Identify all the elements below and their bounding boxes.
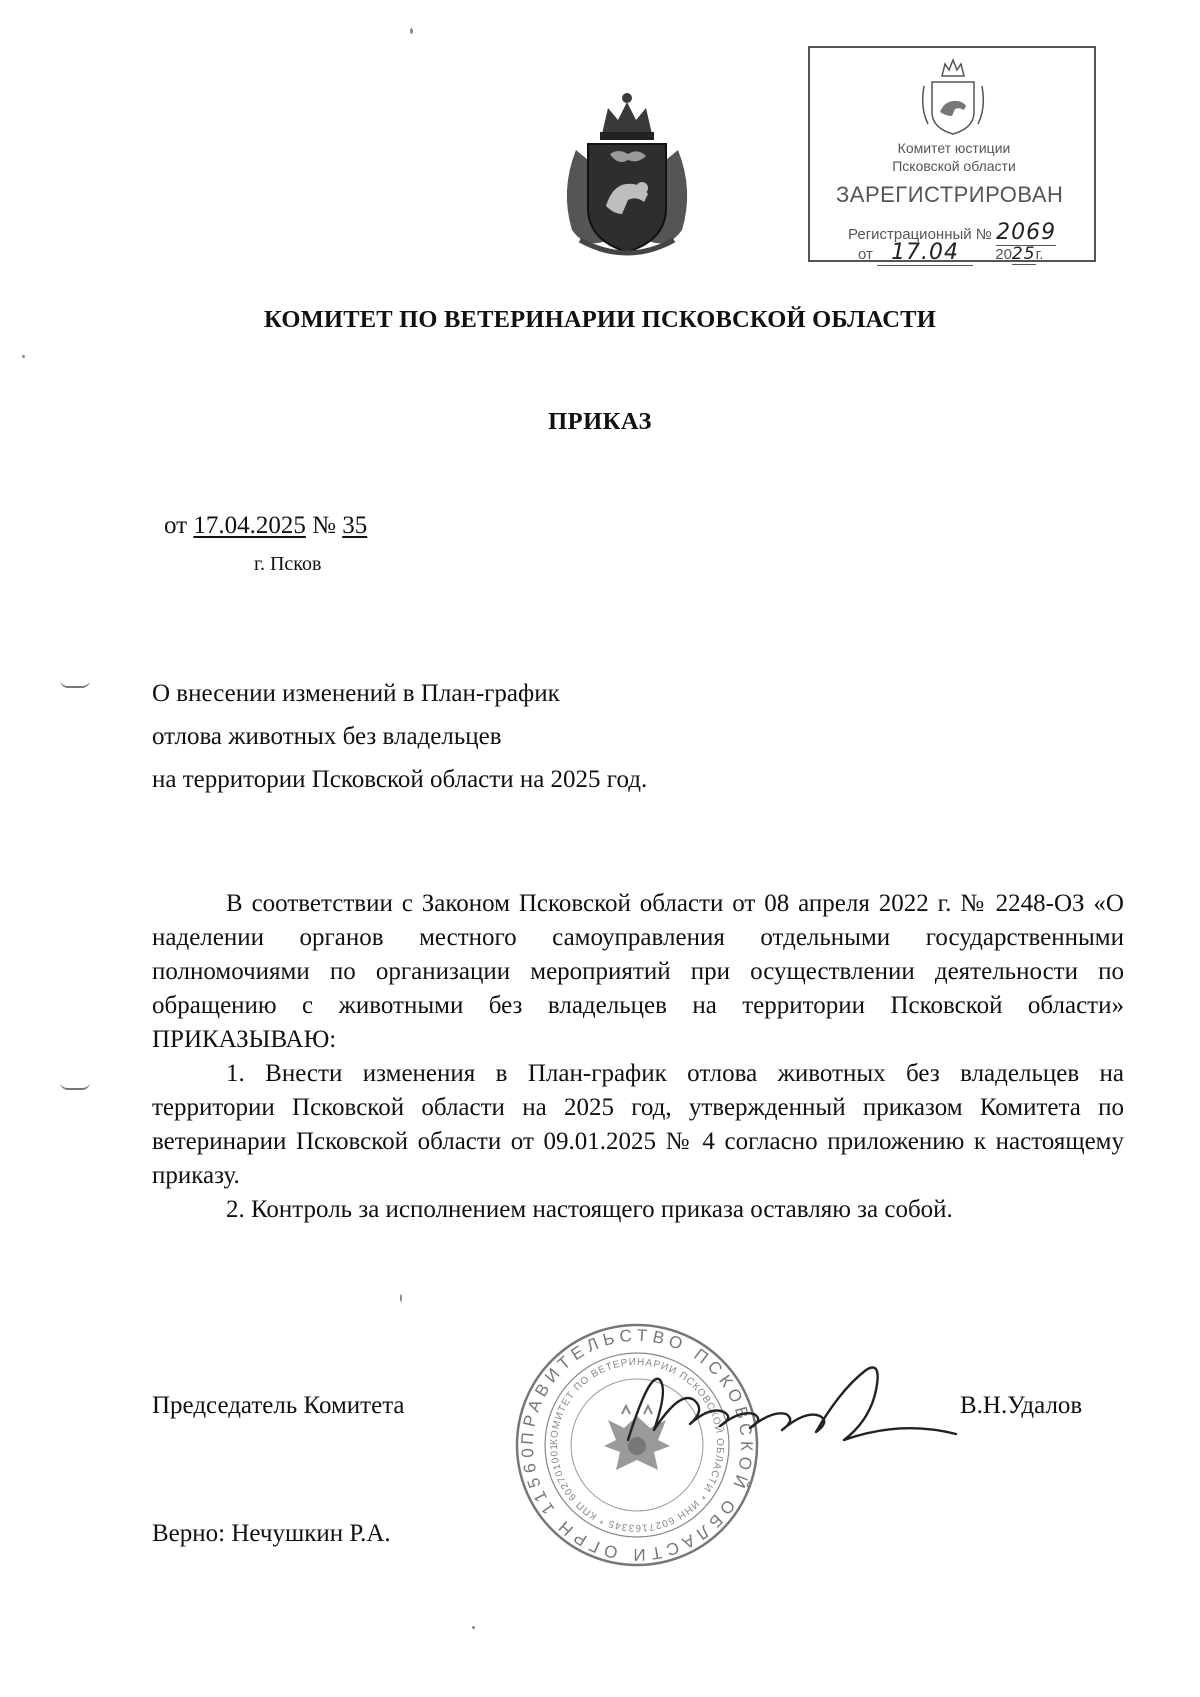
svg-text:ПРАВИТЕЛЬСТВО ПСКОВСКОЙ ОБЛАСТ: ПРАВИТЕЛЬСТВО ПСКОВСКОЙ ОБЛАСТИ ОГРН 11560 [517,1325,757,1565]
preamble-paragraph: В соответствии с Законом Псковской области от 08 апреля 2022 г. № 2248-ОЗ «О наделении органов местного самоуправления отдельными государственными полномочиями по организации мероприятий при осуществлении деятельности по обращению с животными без владельцев на территории Псковской области» ПРИКАЗЫВАЮ: [152,890,1124,1053]
item-2-paragraph: 2. Контроль за исполнением настоящего приказа оставляю за собой. [226,1196,953,1223]
stamp-year: 25 [1011,244,1036,264]
stamp-reg-number: 2069 [996,220,1057,245]
stamp-date-line [858,240,1043,266]
item-1-paragraph: 1. Внести изменения в План-график отлова животных без владельцев на территории Псковской области на 2025 год, утвержденный приказом Комитета по ветеринарии Псковской области от 09.01.2025 № 4 согласно приложению к настоящему приказу. [152,1060,1124,1189]
svg-text:КОМИТЕТ ПО ВЕТЕРИНАРИИ ПСКОВСК: КОМИТЕТ ПО ВЕТЕРИНАРИИ ПСКОВСКОЙ ОБЛАСТИ * ИНН 6027163345 * КПП 602701001 [548,1356,726,1534]
subject-line-3: на территории Псковской области на 2025 год. [152,766,648,793]
small-coat-of-arms-icon [920,56,986,136]
scan-speck [400,1294,402,1302]
stamp-status: ЗАРЕГИСТРИРОВАН [836,182,1064,207]
order-date: 17.04.2025 [193,512,306,539]
stamp-year-prefix: 20 [995,246,1012,263]
order-city: г. Псков [254,553,322,575]
subject-line-2: отлова животных без владельцев [152,723,502,750]
signer-position: Председатель Комитета [152,1392,405,1419]
order-date-prefix: от [164,512,188,539]
registration-stamp [808,46,1096,265]
handwritten-signature [620,1350,960,1470]
coat-of-arms-emblem [556,90,698,260]
stamp-region-line: Псковской области [892,158,1016,174]
stamp-year-end: г. [1035,246,1044,263]
stamp-date-prefix: от [858,246,873,263]
document-type: ПРИКАЗ [548,408,652,435]
scan-speck [60,1082,90,1090]
order-date-line [164,512,367,540]
scan-speck [22,355,25,358]
order-number: 35 [342,512,368,539]
scan-speck [410,28,413,34]
copy-verification: Верно: Нечушкин Р.А. [152,1520,391,1547]
scan-speck [472,1626,475,1629]
scan-speck [60,680,90,688]
order-body [152,887,1124,1227]
stamp-committee-line: Комитет юстиции [897,140,1011,156]
order-number-sign: № [312,512,336,539]
organization-title: КОМИТЕТ ПО ВЕТЕРИНАРИИ ПСКОВСКОЙ ОБЛАСТИ [264,306,936,333]
stamp-reg-label: Регистрационный № [848,226,992,243]
signer-name: В.Н.Удалов [960,1392,1083,1419]
stamp-date: 17.04 [877,240,973,266]
subject-line-1: О внесении изменений в План-график [152,680,560,707]
